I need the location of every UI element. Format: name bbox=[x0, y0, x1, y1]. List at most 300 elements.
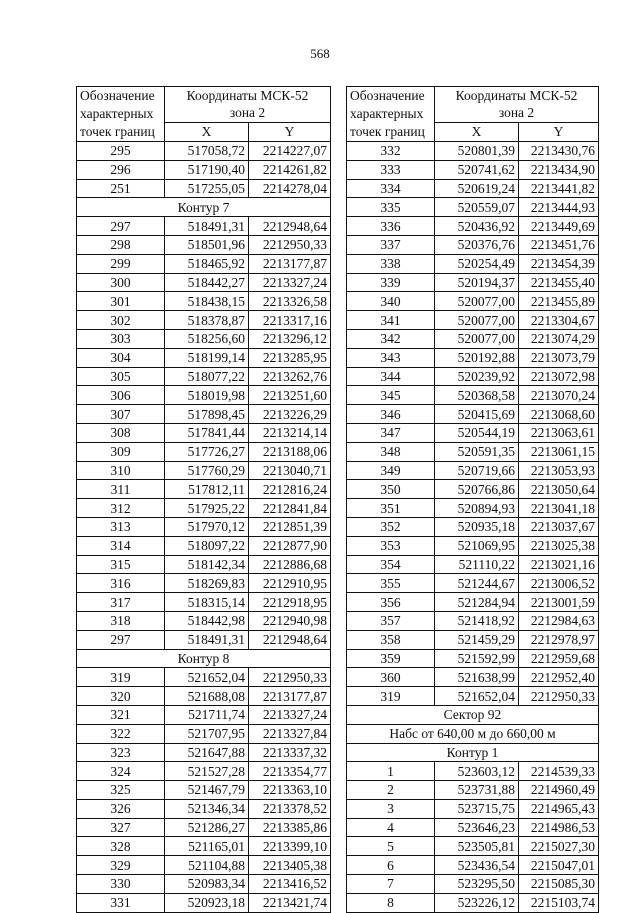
y-value: 2213040,71 bbox=[249, 461, 331, 480]
table-row bbox=[77, 687, 331, 706]
section-title: Контур 7 bbox=[77, 198, 331, 217]
y-value: 2212978,97 bbox=[519, 630, 599, 649]
point-number: 298 bbox=[77, 235, 165, 254]
y-value: 2213025,38 bbox=[519, 536, 599, 555]
y-value: 2213001,59 bbox=[519, 593, 599, 612]
point-number: 346 bbox=[347, 405, 435, 424]
table-row bbox=[347, 273, 599, 292]
point-number: 302 bbox=[77, 311, 165, 330]
y-value: 2213441,82 bbox=[519, 179, 599, 198]
y-value: 2212952,40 bbox=[519, 668, 599, 687]
y-value: 2214965,43 bbox=[519, 799, 599, 818]
x-value: 518501,96 bbox=[165, 235, 249, 254]
y-value: 2213073,79 bbox=[519, 348, 599, 367]
table-row bbox=[347, 574, 599, 593]
y-value: 2215047,01 bbox=[519, 856, 599, 875]
point-number: 351 bbox=[347, 499, 435, 518]
y-value: 2213385,86 bbox=[249, 818, 331, 837]
y-value: 2213449,69 bbox=[519, 217, 599, 236]
table-row bbox=[77, 517, 331, 536]
point-number: 332 bbox=[347, 142, 435, 161]
table-row bbox=[77, 311, 331, 330]
x-value: 521418,92 bbox=[435, 611, 519, 630]
table-row bbox=[77, 499, 331, 518]
y-value: 2213226,29 bbox=[249, 405, 331, 424]
point-number: 306 bbox=[77, 386, 165, 405]
x-value: 521592,99 bbox=[435, 649, 519, 668]
point-number: 316 bbox=[77, 574, 165, 593]
x-value: 518142,34 bbox=[165, 555, 249, 574]
coordinates-header-line: Координаты МСК-52 bbox=[455, 88, 578, 103]
table-row bbox=[347, 856, 599, 875]
points-header-line: точек границ bbox=[80, 124, 155, 139]
coordinates-table-left bbox=[76, 86, 331, 913]
point-number: 354 bbox=[347, 555, 435, 574]
point-number: 5 bbox=[347, 837, 435, 856]
y-value: 2213434,90 bbox=[519, 160, 599, 179]
point-number: 304 bbox=[77, 348, 165, 367]
table-row bbox=[347, 668, 599, 687]
y-value: 2214539,33 bbox=[519, 762, 599, 781]
table-row bbox=[347, 837, 599, 856]
table-row bbox=[77, 461, 331, 480]
section-row bbox=[347, 705, 599, 724]
point-number: 338 bbox=[347, 254, 435, 273]
section-row bbox=[347, 724, 599, 743]
y-value: 2213327,24 bbox=[249, 273, 331, 292]
x-value: 521647,88 bbox=[165, 743, 249, 762]
table-row bbox=[347, 893, 599, 912]
x-value: 518442,27 bbox=[165, 273, 249, 292]
table-row bbox=[77, 743, 331, 762]
point-number: 331 bbox=[77, 893, 165, 912]
x-value: 520239,92 bbox=[435, 367, 519, 386]
x-value: 520591,35 bbox=[435, 442, 519, 461]
point-number: 4 bbox=[347, 818, 435, 837]
y-value: 2213251,60 bbox=[249, 386, 331, 405]
point-number: 297 bbox=[77, 217, 165, 236]
y-value: 2213430,76 bbox=[519, 142, 599, 161]
y-value: 2213326,58 bbox=[249, 292, 331, 311]
y-column-header: Y bbox=[249, 122, 331, 141]
point-number: 321 bbox=[77, 705, 165, 724]
y-value: 2213444,93 bbox=[519, 198, 599, 217]
x-value: 521527,28 bbox=[165, 762, 249, 781]
x-value: 523603,12 bbox=[435, 762, 519, 781]
table-row bbox=[77, 875, 331, 894]
point-number: 324 bbox=[77, 762, 165, 781]
x-value: 520801,39 bbox=[435, 142, 519, 161]
table-row bbox=[77, 856, 331, 875]
table-row bbox=[347, 235, 599, 254]
table-row bbox=[347, 348, 599, 367]
y-value: 2213399,10 bbox=[249, 837, 331, 856]
point-number: 315 bbox=[77, 555, 165, 574]
point-number: 326 bbox=[77, 799, 165, 818]
x-value: 517760,29 bbox=[165, 461, 249, 480]
point-number: 335 bbox=[347, 198, 435, 217]
x-value: 517841,44 bbox=[165, 423, 249, 442]
x-value: 521652,04 bbox=[435, 687, 519, 706]
y-value: 2213050,64 bbox=[519, 480, 599, 499]
point-number: 313 bbox=[77, 517, 165, 536]
table-row bbox=[347, 198, 599, 217]
x-value: 523646,23 bbox=[435, 818, 519, 837]
x-value: 521707,95 bbox=[165, 724, 249, 743]
point-number: 1 bbox=[347, 762, 435, 781]
x-value: 521244,67 bbox=[435, 574, 519, 593]
y-value: 2213455,89 bbox=[519, 292, 599, 311]
point-number: 333 bbox=[347, 160, 435, 179]
points-header-line: точек границ bbox=[350, 124, 425, 139]
y-value: 2213177,87 bbox=[249, 254, 331, 273]
x-value: 518077,22 bbox=[165, 367, 249, 386]
section-row bbox=[347, 743, 599, 762]
x-value: 518491,31 bbox=[165, 217, 249, 236]
y-value: 2213061,15 bbox=[519, 442, 599, 461]
table-row bbox=[347, 517, 599, 536]
x-value: 518465,92 bbox=[165, 254, 249, 273]
y-value: 2212950,33 bbox=[249, 668, 331, 687]
x-value: 518097,22 bbox=[165, 536, 249, 555]
x-value: 517190,40 bbox=[165, 160, 249, 179]
y-value: 2212886,68 bbox=[249, 555, 331, 574]
x-value: 521459,29 bbox=[435, 630, 519, 649]
point-number: 297 bbox=[77, 630, 165, 649]
point-number: 311 bbox=[77, 480, 165, 499]
table-row bbox=[77, 837, 331, 856]
point-number: 299 bbox=[77, 254, 165, 273]
table-row bbox=[77, 536, 331, 555]
point-number: 251 bbox=[77, 179, 165, 198]
point-number: 3 bbox=[347, 799, 435, 818]
point-number: 323 bbox=[77, 743, 165, 762]
point-number: 356 bbox=[347, 593, 435, 612]
table-row bbox=[347, 875, 599, 894]
y-value: 2214227,07 bbox=[249, 142, 331, 161]
x-column-header: X bbox=[165, 122, 249, 141]
table-row bbox=[347, 480, 599, 499]
x-value: 520376,76 bbox=[435, 235, 519, 254]
y-value: 2215027,30 bbox=[519, 837, 599, 856]
y-value: 2213214,14 bbox=[249, 423, 331, 442]
points-header-line: характерных bbox=[80, 106, 154, 121]
y-column-header: Y bbox=[519, 122, 599, 141]
point-number: 310 bbox=[77, 461, 165, 480]
y-value: 2213041,18 bbox=[519, 499, 599, 518]
y-value: 2213454,39 bbox=[519, 254, 599, 273]
table-row bbox=[77, 705, 331, 724]
coordinates-header-line: Координаты МСК-52 bbox=[186, 88, 309, 103]
points-header bbox=[347, 87, 435, 142]
y-value: 2213072,98 bbox=[519, 367, 599, 386]
y-value: 2213337,32 bbox=[249, 743, 331, 762]
table-row bbox=[77, 799, 331, 818]
x-value: 521284,94 bbox=[435, 593, 519, 612]
table-row bbox=[347, 499, 599, 518]
x-value: 523505,81 bbox=[435, 837, 519, 856]
table-row bbox=[77, 480, 331, 499]
table-row bbox=[347, 179, 599, 198]
table-row bbox=[77, 762, 331, 781]
y-value: 2213405,38 bbox=[249, 856, 331, 875]
table-row bbox=[77, 442, 331, 461]
point-number: 339 bbox=[347, 273, 435, 292]
y-value: 2213327,84 bbox=[249, 724, 331, 743]
section-title: Контур 8 bbox=[77, 649, 331, 668]
point-number: 349 bbox=[347, 461, 435, 480]
y-value: 2213006,52 bbox=[519, 574, 599, 593]
point-number: 340 bbox=[347, 292, 435, 311]
x-value: 517726,27 bbox=[165, 442, 249, 461]
point-number: 319 bbox=[77, 668, 165, 687]
point-number: 342 bbox=[347, 329, 435, 348]
table-row bbox=[347, 423, 599, 442]
point-number: 337 bbox=[347, 235, 435, 254]
x-value: 518256,60 bbox=[165, 329, 249, 348]
coordinates-header-line: зона 2 bbox=[498, 105, 535, 120]
coordinates-table-right bbox=[346, 86, 599, 913]
table-row bbox=[347, 555, 599, 574]
y-value: 2213285,95 bbox=[249, 348, 331, 367]
table-row bbox=[77, 405, 331, 424]
x-value: 518269,83 bbox=[165, 574, 249, 593]
table-row bbox=[77, 179, 331, 198]
x-value: 520766,86 bbox=[435, 480, 519, 499]
point-number: 348 bbox=[347, 442, 435, 461]
section-row bbox=[77, 198, 331, 217]
x-value: 520415,69 bbox=[435, 405, 519, 424]
y-value: 2213354,77 bbox=[249, 762, 331, 781]
x-value: 523731,88 bbox=[435, 781, 519, 800]
point-number: 308 bbox=[77, 423, 165, 442]
point-number: 360 bbox=[347, 668, 435, 687]
y-value: 2213177,87 bbox=[249, 687, 331, 706]
x-value: 518378,87 bbox=[165, 311, 249, 330]
point-number: 317 bbox=[77, 593, 165, 612]
x-value: 517058,72 bbox=[165, 142, 249, 161]
y-value: 2212841,84 bbox=[249, 499, 331, 518]
x-value: 521104,88 bbox=[165, 856, 249, 875]
point-number: 322 bbox=[77, 724, 165, 743]
table-row bbox=[347, 818, 599, 837]
table-row bbox=[77, 555, 331, 574]
point-number: 347 bbox=[347, 423, 435, 442]
table-row bbox=[77, 781, 331, 800]
y-value: 2212877,90 bbox=[249, 536, 331, 555]
x-value: 520192,88 bbox=[435, 348, 519, 367]
x-value: 518491,31 bbox=[165, 630, 249, 649]
point-number: 359 bbox=[347, 649, 435, 668]
table-row bbox=[77, 348, 331, 367]
y-value: 2214278,04 bbox=[249, 179, 331, 198]
y-value: 2212950,33 bbox=[249, 235, 331, 254]
point-number: 344 bbox=[347, 367, 435, 386]
point-number: 301 bbox=[77, 292, 165, 311]
point-number: 357 bbox=[347, 611, 435, 630]
point-number: 350 bbox=[347, 480, 435, 499]
table-row bbox=[347, 687, 599, 706]
table-row bbox=[347, 142, 599, 161]
table-row bbox=[347, 593, 599, 612]
y-value: 2213363,10 bbox=[249, 781, 331, 800]
table-row bbox=[347, 405, 599, 424]
table-row bbox=[77, 893, 331, 912]
x-value: 518442,98 bbox=[165, 611, 249, 630]
table-row bbox=[77, 254, 331, 273]
x-value: 520935,18 bbox=[435, 517, 519, 536]
points-header bbox=[77, 87, 165, 142]
y-value: 2212910,95 bbox=[249, 574, 331, 593]
point-number: 345 bbox=[347, 386, 435, 405]
coordinates-header bbox=[435, 87, 599, 123]
point-number: 341 bbox=[347, 311, 435, 330]
table-row bbox=[77, 611, 331, 630]
y-value: 2213455,40 bbox=[519, 273, 599, 292]
point-number: 343 bbox=[347, 348, 435, 367]
point-number: 8 bbox=[347, 893, 435, 912]
points-header-line: характерных bbox=[350, 106, 424, 121]
x-value: 517970,12 bbox=[165, 517, 249, 536]
table-row bbox=[347, 762, 599, 781]
point-number: 303 bbox=[77, 329, 165, 348]
y-value: 2213317,16 bbox=[249, 311, 331, 330]
x-value: 517812,11 bbox=[165, 480, 249, 499]
y-value: 2215103,74 bbox=[519, 893, 599, 912]
x-value: 520983,34 bbox=[165, 875, 249, 894]
y-value: 2213416,52 bbox=[249, 875, 331, 894]
x-value: 520194,37 bbox=[435, 273, 519, 292]
table-row bbox=[77, 423, 331, 442]
point-number: 296 bbox=[77, 160, 165, 179]
y-value: 2213070,24 bbox=[519, 386, 599, 405]
point-number: 295 bbox=[77, 142, 165, 161]
x-value: 521638,99 bbox=[435, 668, 519, 687]
coordinates-header-line: зона 2 bbox=[229, 105, 266, 120]
y-value: 2212984,63 bbox=[519, 611, 599, 630]
y-value: 2214960,49 bbox=[519, 781, 599, 800]
point-number: 334 bbox=[347, 179, 435, 198]
point-number: 329 bbox=[77, 856, 165, 875]
x-value: 521286,27 bbox=[165, 818, 249, 837]
point-number: 305 bbox=[77, 367, 165, 386]
y-value: 2213063,61 bbox=[519, 423, 599, 442]
table-row bbox=[77, 235, 331, 254]
section-row bbox=[77, 649, 331, 668]
x-value: 521652,04 bbox=[165, 668, 249, 687]
point-number: 312 bbox=[77, 499, 165, 518]
y-value: 2213378,52 bbox=[249, 799, 331, 818]
x-value: 521110,22 bbox=[435, 555, 519, 574]
x-value: 523295,50 bbox=[435, 875, 519, 894]
table-row bbox=[77, 217, 331, 236]
x-value: 521346,34 bbox=[165, 799, 249, 818]
x-value: 521688,08 bbox=[165, 687, 249, 706]
x-value: 517898,45 bbox=[165, 405, 249, 424]
x-value: 521069,95 bbox=[435, 536, 519, 555]
y-value: 2212918,95 bbox=[249, 593, 331, 612]
y-value: 2213068,60 bbox=[519, 405, 599, 424]
y-value: 2213037,67 bbox=[519, 517, 599, 536]
point-number: 352 bbox=[347, 517, 435, 536]
y-value: 2214261,82 bbox=[249, 160, 331, 179]
point-number: 318 bbox=[77, 611, 165, 630]
table-row bbox=[77, 273, 331, 292]
table-row bbox=[77, 292, 331, 311]
table-row bbox=[347, 442, 599, 461]
x-value: 520741,62 bbox=[435, 160, 519, 179]
point-number: 319 bbox=[347, 687, 435, 706]
table-row bbox=[77, 574, 331, 593]
x-value: 520544,19 bbox=[435, 423, 519, 442]
table-row bbox=[347, 254, 599, 273]
point-number: 6 bbox=[347, 856, 435, 875]
table-row bbox=[347, 217, 599, 236]
table-row bbox=[347, 536, 599, 555]
x-value: 520719,66 bbox=[435, 461, 519, 480]
y-value: 2212948,64 bbox=[249, 217, 331, 236]
point-number: 325 bbox=[77, 781, 165, 800]
x-value: 517925,22 bbox=[165, 499, 249, 518]
y-value: 2213262,76 bbox=[249, 367, 331, 386]
table-row bbox=[347, 611, 599, 630]
x-value: 521467,79 bbox=[165, 781, 249, 800]
x-value: 520436,92 bbox=[435, 217, 519, 236]
x-value: 520254,49 bbox=[435, 254, 519, 273]
x-value: 523226,12 bbox=[435, 893, 519, 912]
y-value: 2212851,39 bbox=[249, 517, 331, 536]
y-value: 2213421,74 bbox=[249, 893, 331, 912]
page-number: 568 bbox=[310, 46, 330, 61]
point-number: 2 bbox=[347, 781, 435, 800]
x-value: 520077,00 bbox=[435, 311, 519, 330]
y-value: 2212816,24 bbox=[249, 480, 331, 499]
table-row bbox=[347, 292, 599, 311]
x-value: 523436,54 bbox=[435, 856, 519, 875]
point-number: 358 bbox=[347, 630, 435, 649]
table-row bbox=[347, 461, 599, 480]
y-value: 2214986,53 bbox=[519, 818, 599, 837]
left-table-body bbox=[77, 142, 331, 913]
section-title: Контур 1 bbox=[347, 743, 599, 762]
x-value: 518438,15 bbox=[165, 292, 249, 311]
y-value: 2212940,98 bbox=[249, 611, 331, 630]
table-row bbox=[347, 329, 599, 348]
point-number: 307 bbox=[77, 405, 165, 424]
x-value: 517255,05 bbox=[165, 179, 249, 198]
table-row bbox=[77, 329, 331, 348]
x-value: 520923,18 bbox=[165, 893, 249, 912]
section-title: Набс от 640,00 м до 660,00 м bbox=[347, 724, 599, 743]
point-number: 336 bbox=[347, 217, 435, 236]
point-number: 328 bbox=[77, 837, 165, 856]
point-number: 320 bbox=[77, 687, 165, 706]
y-value: 2213327,24 bbox=[249, 705, 331, 724]
y-value: 2213021,16 bbox=[519, 555, 599, 574]
x-value: 520077,00 bbox=[435, 292, 519, 311]
right-table-body bbox=[347, 142, 599, 913]
points-header-line: Обозначение bbox=[350, 88, 425, 103]
x-value: 520894,93 bbox=[435, 499, 519, 518]
table-row bbox=[77, 818, 331, 837]
x-value: 520619,24 bbox=[435, 179, 519, 198]
table-row bbox=[77, 367, 331, 386]
y-value: 2213296,12 bbox=[249, 329, 331, 348]
point-number: 7 bbox=[347, 875, 435, 894]
y-value: 2213188,06 bbox=[249, 442, 331, 461]
table-row bbox=[347, 386, 599, 405]
x-value: 523715,75 bbox=[435, 799, 519, 818]
